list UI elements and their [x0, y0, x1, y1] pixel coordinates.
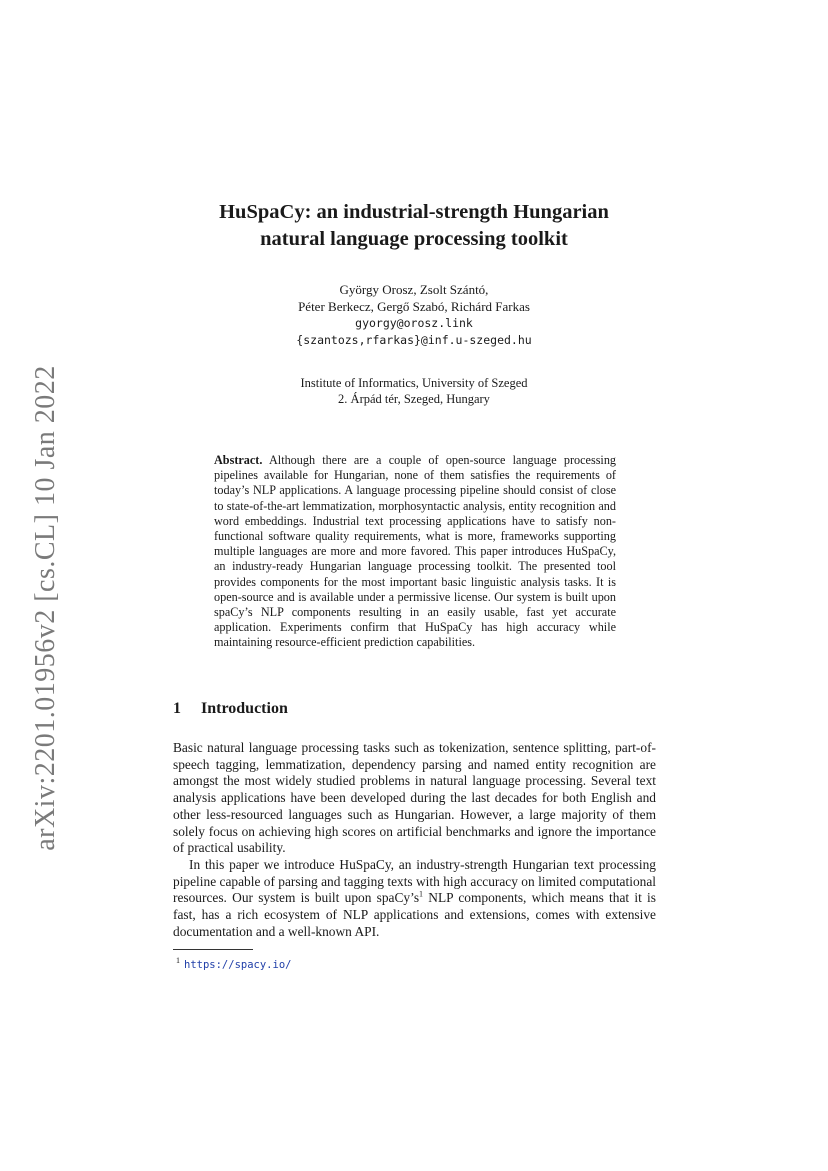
- intro-paragraph-2: [173, 857, 656, 941]
- footnote-reference-mark[interactable]: 1: [419, 889, 424, 899]
- abstract-text: Although there are a couple of open-source language processing pipelines available for Hungarian, none of them satisfies the requirements of today’s NLP applications. A language processing pipeline should consist of close to state-of-the-art lemmatization, morphosyntactic analysis, entity recognition and word embeddings. Industrial text processing applications have to satisfy non-functional software quality requirements, what is more, frameworks supporting multiple languages are more and more favored. This paper introduces HuSpaCy, an industry-ready Hungarian language processing toolkit. The presented tool provides components for the most important basic linguistic analysis tasks. It is open-source and is available under a permissive license. Our system is built upon spaCy’s NLP components resulting in an easily usable, fast yet accurate application. Experiments confirm that HuSpaCy has high accuracy while maintaining resource-efficient prediction capabilities.: [214, 453, 617, 650]
- abstract-label: Abstract.: [214, 453, 263, 467]
- author-names-line-2: Péter Berkecz, Gergő Szabó, Richárd Farkas: [298, 299, 530, 314]
- paper-title: [150, 199, 678, 253]
- section-title: Introduction: [201, 700, 288, 717]
- intro-paragraph-2-end: NLP components, which means that it is fast, has a rich ecosystem of NLP applications and extensions, comes with extensive documentation and a well-known API.: [173, 890, 656, 939]
- author-block: [150, 281, 678, 349]
- section-number: 1: [173, 700, 181, 717]
- footnote-1: [176, 954, 291, 972]
- author-email-2: {szantozs,rfarkas}@inf.u-szeged.hu: [296, 333, 532, 347]
- footnote-link[interactable]: https://spacy.io/: [184, 958, 292, 971]
- intro-paragraph-1: Basic natural language processing tasks such as tokenization, sentence splitting, part-of-speech tagging, lemmatization, dependency parsing and named entity recognition are amongst the most widely studied problems in natural language processing. Several text analysis applications have been developed during the last decades for both English and other less-resourced languages such as Hungarian. However, a large majority of them solely focus on achieving high scores on artificial benchmarks and ignore the importance of practical usability.: [173, 740, 656, 856]
- abstract: [214, 453, 616, 651]
- affiliation-block: [150, 375, 678, 407]
- author-names-line-1: György Orosz, Zsolt Szántó,: [339, 282, 489, 297]
- intro-paragraph-2-start: In this paper we introduce HuSpaCy, an industry-strength Hungarian text processing pipeline capable of parsing and tagging texts with high accuracy on limited computational resources. Our system is built upon spaCy’s: [173, 857, 656, 906]
- title-line-2: natural language processing toolkit: [260, 228, 568, 250]
- arxiv-identifier-stamp: arXiv:2201.01956v2 [cs.CL] 10 Jan 2022: [30, 365, 61, 851]
- footnote-mark: 1: [176, 956, 180, 965]
- footnote-divider: [173, 949, 253, 950]
- affiliation-line-1: Institute of Informatics, University of Szeged: [300, 376, 528, 390]
- affiliation-line-2: 2. Árpád tér, Szeged, Hungary: [338, 392, 490, 406]
- section-heading-introduction: [173, 699, 288, 719]
- author-email-1: gyorgy@orosz.link: [355, 316, 473, 330]
- title-line-1: HuSpaCy: an industrial-strength Hungarian: [219, 201, 609, 223]
